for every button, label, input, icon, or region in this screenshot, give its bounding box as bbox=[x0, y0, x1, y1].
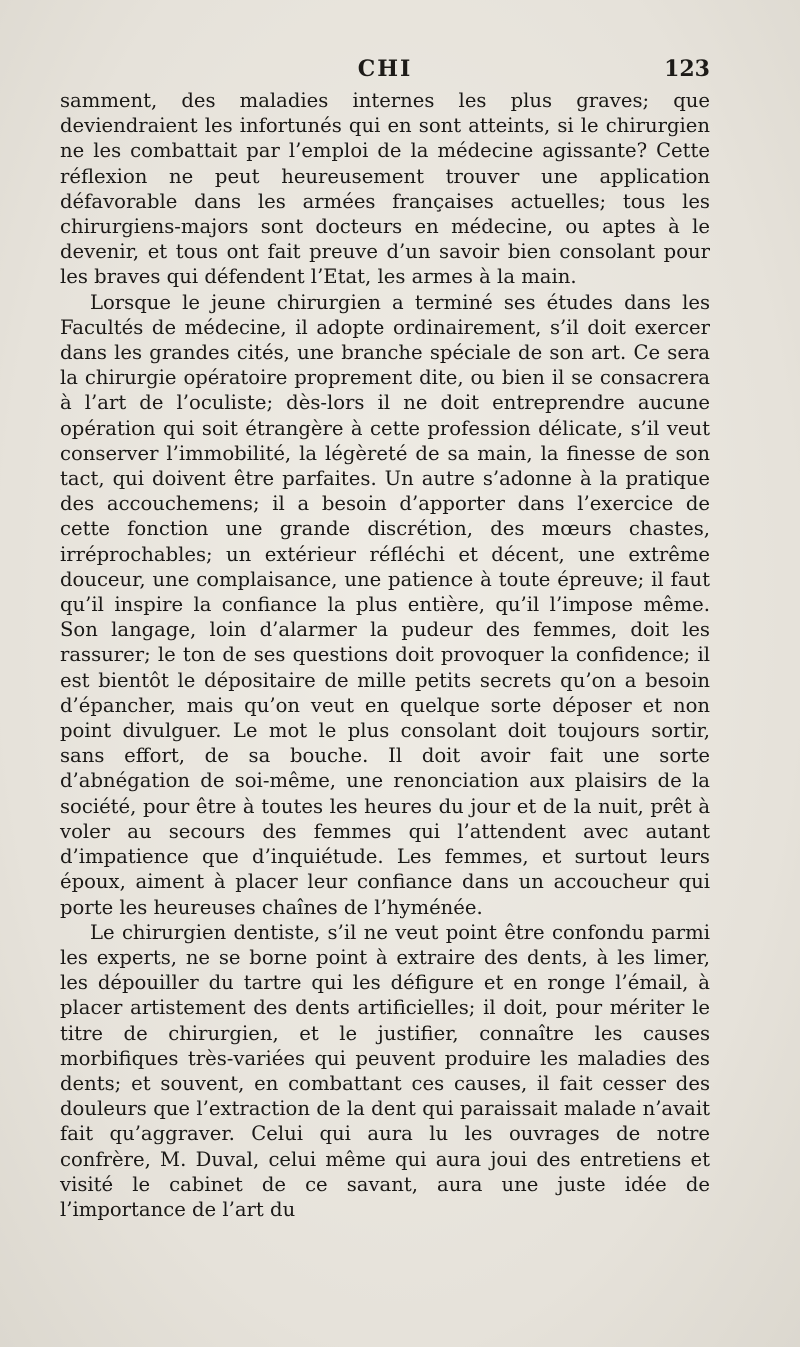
running-head: CHI bbox=[357, 56, 413, 82]
page-number: 123 bbox=[664, 56, 710, 82]
paragraph-continuation: samment, des maladies internes les plus graves; que deviendraient les infortunés qui en sont atteints, si le chirurgien ne les combattait par l’emploi de la médecine agissante? Cette réflexion ne peut heureusement trouver une application défavorable dans les armées françaises actuelles; tous les chirurgiens-majors sont docteurs en médecine, ou aptes à le devenir, et tous ont fait preuve d’un savoir bien consolant pour les braves qui défendent l’Etat, les armes à la main. bbox=[60, 89, 710, 289]
body-text bbox=[60, 88, 710, 1222]
page-header bbox=[60, 56, 710, 88]
paragraph-dentist: Le chirurgien dentiste, s’il ne veut point être confondu parmi les experts, ne se borne point à extraire des dents, à les limer, les dépouiller du tartre qui les défigure et en ronge l’émail, à placer artistement des dents artificielles; il doit, pour mériter le titre de chirurgien, et le justifier, connaître les causes morbifiques très-variées qui peuvent produire les maladies des dents; et souvent, en combattant ces causes, il fait cesser des douleurs que l’extraction de la dent qui paraissait malade n’avait fait qu’aggraver. Celui qui aura lu les ouvrages de notre confrère, M. Duval, celui même qui aura joui des entretiens et visité le cabinet de ce savant, aura une juste idée de l’importance de l’art du bbox=[60, 920, 710, 1221]
paragraph-young-surgeon: Lorsque le jeune chirurgien a terminé ses études dans les Facultés de médecine, il adopte ordinairement, s’il doit exercer dans les grandes cités, une branche spéciale de son art. Ce sera la chirurgie opératoire proprement dite, ou bien il se consacrera à l’art de l’oculiste; dès-lors il ne doit entreprendre aucune opération qui soit étrangère à cette profession délicate, s’il veut conserver l’immobilité, la légèreté de sa main, la finesse de son tact, qui doivent être parfaites. Un autre s’adonne à la pratique des accouchemens; il a besoin d’apporter dans l’exercice de cette fonction une grande discrétion, des mœurs chastes, irréprochables; un extérieur réfléchi et décent, une extrême douceur, une complaisance, une patience à toute épreuve; il faut qu’il inspire la confiance la plus entière, qu’il l’impose même. Son langage, loin d’alarmer la pudeur des femmes, doit les rassurer; le ton de ses questions doit provoquer la confidence; il est bientôt le dépositaire de mille petits secrets qu’on a besoin d’épancher, mais qu’on veut en quelque sorte déposer et non point divulguer. Le mot le plus consolant doit toujours sortir, sans effort, de sa bouche. Il doit avoir fait une sorte d’abnégation de soi-même, une renonciation aux plaisirs de la société, pour être à toutes les heures du jour et de la nuit, prêt à voler au secours des femmes qui l’attendent avec autant d’impatience que d’inquiétude. Les femmes, et surtout leurs époux, aiment à placer leur confiance dans un accoucheur qui porte les heureuses chaînes de l’hyménée. bbox=[60, 290, 710, 919]
